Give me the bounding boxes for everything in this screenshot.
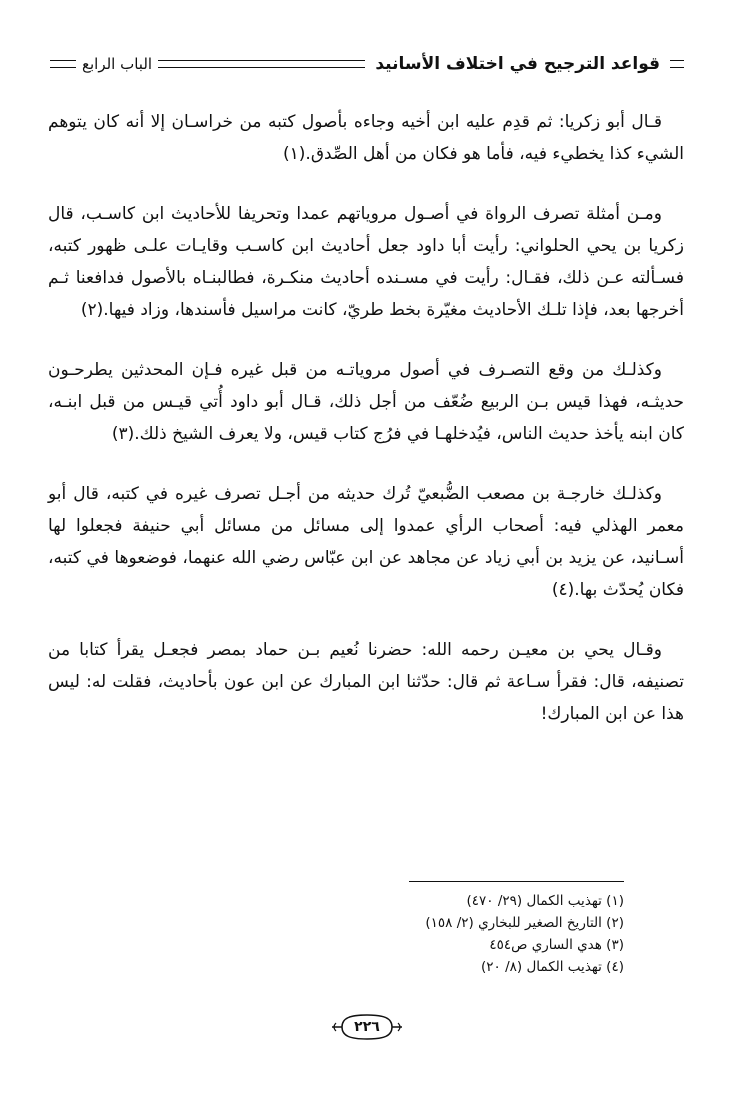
main-text bbox=[48, 106, 684, 758]
footnote: (٢) التاريخ الصغير للبخاري (٢/ ١٥٨) bbox=[425, 915, 624, 931]
paragraph: وكذلـك خارجـة بن مصعب الضُّبعيّ تُرك حديثه من أجـل تصرف غيره في كتبه، قال أبو معمر الهذلي فيه: أصحاب الرأي عمدوا إلى مسائل من مسائل أبي حنيفة فجعلوا لها أسـانيد، عن يزيد بن أبي زياد عن مجاهد عن ابن عبّاس رضي الله عنهما، فوضعوها في كتبه، فكان يُحدّث بها.(٤) bbox=[48, 484, 684, 600]
page-number-text: ٢٢٦ bbox=[354, 1019, 380, 1035]
page-number bbox=[328, 1012, 406, 1042]
footnotes bbox=[304, 890, 624, 978]
paragraph: قـال أبو زكريا: ثم قدِم عليه ابن أخيه وجاءه بأصول كتبه من خراسـان إلا أنه كان يتوهم الشيء كذا يخطيء فيه، فأما هو فكان من أهل الصِّدق.(١) bbox=[48, 112, 684, 164]
footnote: (٣) هدي الساري ص٤٥٤ bbox=[489, 937, 624, 953]
header-rule-middle bbox=[158, 60, 365, 68]
running-header bbox=[44, 46, 690, 82]
chapter-title: الباب الرابع bbox=[82, 55, 153, 73]
paragraph: وقـال يحي بن معيـن رحمه الله: حضرنا نُعيم بـن حماد بمصر فجعـل يقرأ كتابا من تصنيفه، قال: فقرأ سـاعة ثم قال: حدّثنا ابن المبارك عن ابن عون بأحاديث، فقلت له: ليس هذا عن ابن المبارك! bbox=[48, 640, 684, 724]
paragraph: ومـن أمثلة تصرف الرواة في أصـول مروياتهم عمدا وتحريفا للأحاديث ابن كاسـب، قال زكريا بن يحي الحلواني: رأيت أبا داود جعل أحاديث ابن كاسـب وقايـات علـى ظهور كتبه، فسـألته عـن ذلك، فقـال: رأيت في مسـنده أحاديث منكـرة، فطالبنـاه بالأصول فدافعنا ثـم أخرجها بعد، فإذا تلـك الأحاديث مغيّرة بخط طريّ، كانت مراسيل فأسندها، وزاد فيها.(٢) bbox=[48, 204, 684, 320]
header-rule-right bbox=[670, 60, 684, 68]
header-rule-left bbox=[50, 60, 76, 68]
footnote-separator bbox=[409, 881, 624, 882]
paragraph: وكذلـك من وقع التصـرف في أصول مروياتـه من قبل غيره فـإن المحدثين يطرحـون حديثـه، فهذا قيس بـن الربيع ضُعّف من أجل ذلك، قـال أبو داود أُتي قيـس من قبل ابنـه، كان ابنه يأخذ حديث الناس، فيُدخلهـا في فرُج كتاب قيس، ولا يعرف الشيخ ذلك.(٣) bbox=[48, 360, 684, 444]
footnote: (٤) تهذيب الكمال (٨/ ٢٠) bbox=[481, 959, 624, 975]
footnote: (١) تهذيب الكمال (٢٩/ ٤٧٠) bbox=[466, 893, 624, 909]
book-title: قواعد الترجيح في اختلاف الأسانيد bbox=[375, 54, 660, 74]
